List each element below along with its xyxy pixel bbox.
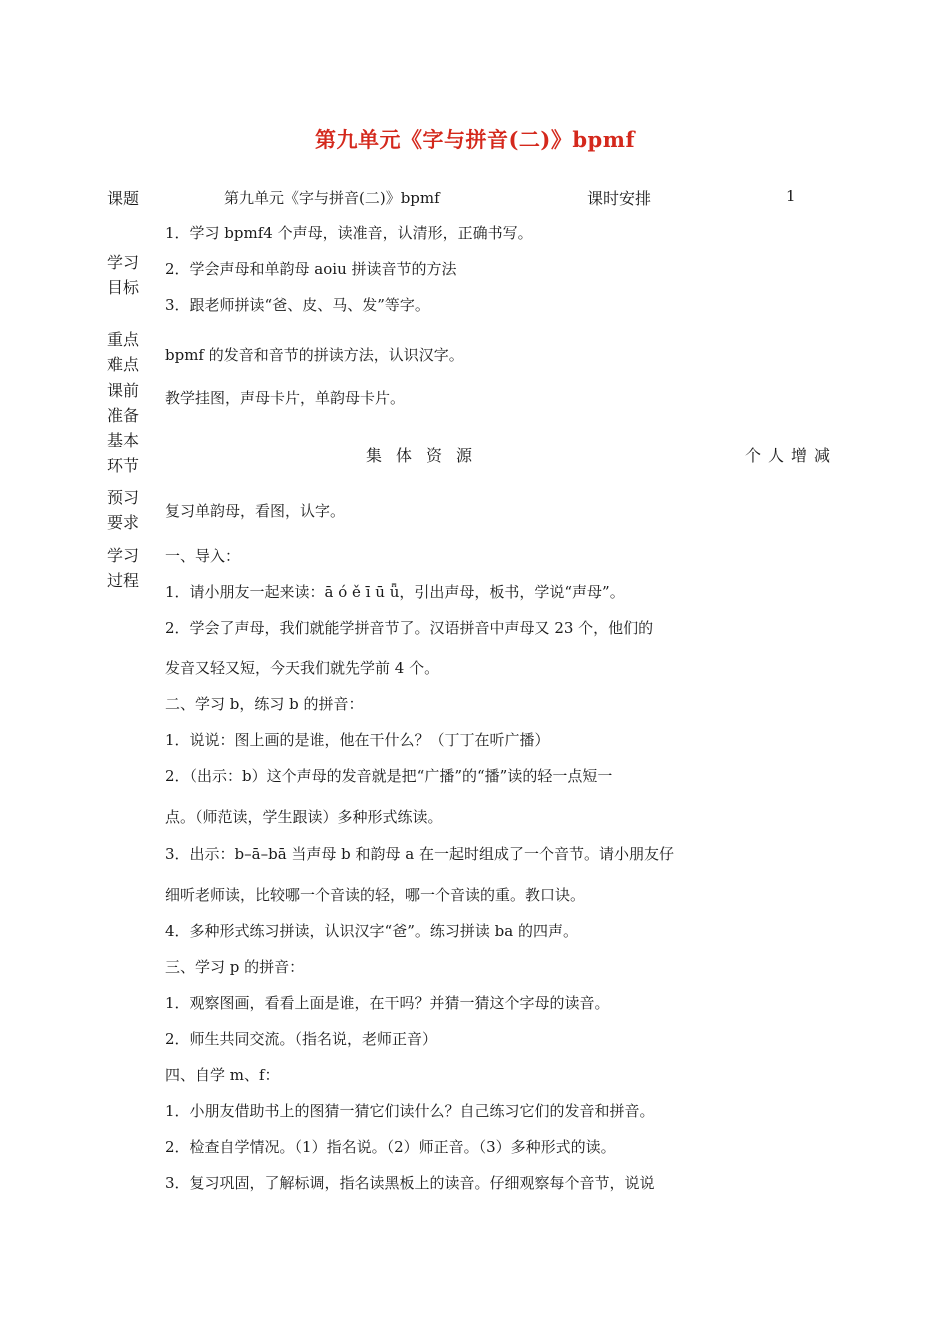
label-preview: 预习 要求 [107, 488, 140, 532]
label-key-points: 重点 难点 [107, 330, 140, 374]
label-goals: 学习 目标 [107, 253, 140, 297]
schedule-value: 1 [786, 187, 796, 205]
process-line: 2．检查自学情况。（1）指名说。（2）师正音。（3）多种形式的读。 [165, 1138, 616, 1156]
process-line: 二、学习 b，练习 b 的拼音： [165, 695, 364, 713]
process-line: 3．复习巩固，了解标调，指名读黑板上的读音。仔细观察每个音节，说说 [165, 1174, 655, 1192]
process-line: 4．多种形式练习拼读，认识汉字“爸”。练习拼读 ba 的四声。 [165, 922, 578, 940]
process-line: 细听老师读，比较哪一个音读的轻，哪一个音读的重。教口诀。 [165, 886, 586, 904]
process-line: 2．师生共同交流。（指名说，老师正音） [165, 1030, 438, 1048]
label-prep: 课前 准备 [107, 381, 140, 425]
goal-item: 3．跟老师拼读“爸、皮、马、发”等字。 [165, 296, 430, 314]
label-topic: 课题 [107, 189, 140, 208]
label-schedule: 课时安排 [587, 189, 652, 208]
process-line: 四、自学 m、f： [165, 1066, 280, 1084]
goal-item: 1．学习 bpmf4 个声母，读准音，认清形，正确书写。 [165, 224, 533, 242]
process-line: 2．学会了声母，我们就能学拼音节了。汉语拼音中声母又 23 个，他们的 [165, 619, 654, 637]
label-process: 学习 过程 [107, 546, 140, 590]
process-line: 三、学习 p 的拼音： [165, 958, 305, 976]
process-line: 发音又轻又短，今天我们就先学前 4 个。 [165, 659, 440, 677]
topic-value: 第九单元《字与拼音(二)》bpmf [224, 189, 440, 207]
process-line: 1．请小朋友一起来读：ā ó ě ī ū ǖ，引出声母，板书，学说“声母”。 [165, 583, 625, 601]
process-line: 一、导入： [165, 547, 241, 565]
goal-item: 2．学会声母和单韵母 aoiu 拼读音节的方法 [165, 260, 457, 278]
process-line: 1．小朋友借助书上的图猜一猜它们读什么？自己练习它们的发音和拼音。 [165, 1102, 655, 1120]
label-basic: 基本 环节 [107, 431, 140, 475]
preview-text: 复习单韵母，看图，认字。 [165, 502, 346, 520]
process-line: 2．（出示：b）这个声母的发音就是把“广播”的“播”读的轻一点短一 [165, 767, 613, 785]
process-line: 1．观察图画，看看上面是谁，在干吗？并猜一猜这个字母的读音。 [165, 994, 610, 1012]
process-line: 点。（师范读，学生跟读）多种形式练读。 [165, 808, 443, 826]
key-points-text: bpmf 的发音和音节的拼读方法，认识汉字。 [165, 346, 464, 364]
process-line: 1．说说：图上画的是谁，他在干什么？（丁丁在听广播） [165, 731, 550, 749]
process-line: 3．出示：b–ā–bā 当声母 b 和韵母 a 在一起时组成了一个音节。请小朋友仔 [165, 845, 675, 863]
document-title: 第九单元《字与拼音(二)》bpmf [315, 127, 635, 152]
column-personal: 个人增减 [745, 446, 838, 465]
column-collective: 集体资源 [366, 446, 487, 465]
prep-text: 教学挂图，声母卡片，单韵母卡片。 [165, 389, 406, 407]
